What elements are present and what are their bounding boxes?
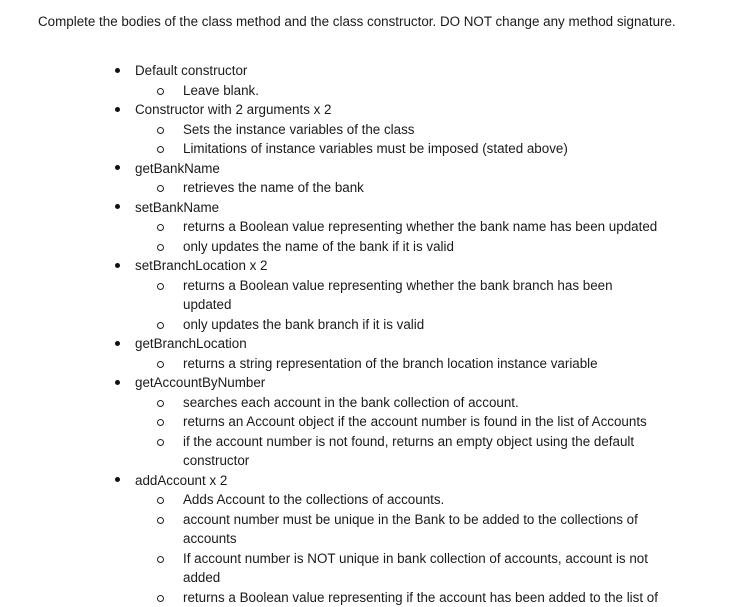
hollow-bullet-icon <box>157 439 164 446</box>
sub-item-text: searches each account in the bank collection of account. <box>183 393 663 413</box>
hollow-bullet-icon <box>157 400 164 407</box>
sub-list-item <box>0 178 746 198</box>
sub-list-item <box>0 217 746 237</box>
hollow-bullet-icon <box>157 127 164 134</box>
sub-list <box>0 354 746 374</box>
requirement-label: addAccount x 2 <box>135 471 227 491</box>
sub-item-text: returns an Account object if the account number is found in the list of Accounts <box>183 412 663 432</box>
sub-list <box>0 178 746 198</box>
sub-list <box>0 393 746 471</box>
hollow-bullet-icon <box>157 322 164 329</box>
requirement-item <box>0 100 746 159</box>
hollow-bullet-icon <box>157 185 164 192</box>
requirement-item <box>0 373 746 471</box>
sub-list <box>0 120 746 159</box>
sub-list-item <box>0 315 746 335</box>
sub-list-item <box>0 354 746 374</box>
bullet-icon <box>112 334 122 354</box>
sub-list-item <box>0 81 746 101</box>
bullet-icon <box>112 61 122 81</box>
sub-list-item <box>0 432 746 471</box>
requirements-list <box>0 61 746 607</box>
hollow-bullet-icon <box>157 283 164 290</box>
sub-item-text: Sets the instance variables of the class <box>183 120 663 140</box>
sub-item-text: only updates the name of the bank if it is valid <box>183 237 663 257</box>
sub-list-item <box>0 120 746 140</box>
hollow-bullet-icon <box>157 88 164 95</box>
sub-item-text: returns a Boolean value representing whether the bank branch has been updated <box>183 276 663 315</box>
bullet-icon <box>112 198 122 218</box>
sub-item-text: retrieves the name of the bank <box>183 178 663 198</box>
sub-item-text: Limitations of instance variables must be imposed (stated above) <box>183 139 663 159</box>
hollow-bullet-icon <box>157 146 164 153</box>
requirement-label: Constructor with 2 arguments x 2 <box>135 100 331 120</box>
requirement-label: Default constructor <box>135 61 247 81</box>
sub-list-item <box>0 510 746 549</box>
requirement-label: getBankName <box>135 159 220 179</box>
sub-item-text: account number must be unique in the Bank to be added to the collections of accounts <box>183 510 663 549</box>
sub-list-item <box>0 139 746 159</box>
sub-list-item <box>0 276 746 315</box>
hollow-bullet-icon <box>157 517 164 524</box>
bullet-icon <box>112 471 122 491</box>
requirement-item <box>0 334 746 373</box>
requirement-label: getAccountByNumber <box>135 373 265 393</box>
sub-item-text: only updates the bank branch if it is valid <box>183 315 663 335</box>
sub-list-item <box>0 412 746 432</box>
requirement-item <box>0 61 746 100</box>
bullet-icon <box>112 373 122 393</box>
sub-list <box>0 217 746 256</box>
hollow-bullet-icon <box>157 419 164 426</box>
intro-paragraph: Complete the bodies of the class method and the class constructor. DO NOT change any method signature. <box>38 12 678 32</box>
sub-list <box>0 490 746 607</box>
bullet-icon <box>112 159 122 179</box>
sub-list-item <box>0 237 746 257</box>
requirement-item <box>0 159 746 198</box>
hollow-bullet-icon <box>157 224 164 231</box>
requirement-item <box>0 471 746 607</box>
requirement-label: getBranchLocation <box>135 334 247 354</box>
sub-item-text: Adds Account to the collections of accounts. <box>183 490 663 510</box>
sub-list-item <box>0 490 746 510</box>
sub-list <box>0 81 746 101</box>
sub-item-text: if the account number is not found, returns an empty object using the default constructor <box>183 432 663 471</box>
sub-list-item <box>0 549 746 588</box>
hollow-bullet-icon <box>157 556 164 563</box>
sub-list-item <box>0 393 746 413</box>
requirement-item <box>0 198 746 257</box>
sub-item-text: Leave blank. <box>183 81 663 101</box>
requirement-label: setBranchLocation x 2 <box>135 256 268 276</box>
hollow-bullet-icon <box>157 497 164 504</box>
bullet-icon <box>112 256 122 276</box>
sub-item-text: returns a Boolean value representing whether the bank name has been updated <box>183 217 663 237</box>
hollow-bullet-icon <box>157 361 164 368</box>
requirement-label: setBankName <box>135 198 219 218</box>
bullet-icon <box>112 100 122 120</box>
requirement-item <box>0 256 746 334</box>
sub-item-text: returns a Boolean value representing if the account has been added to the list of <box>183 588 663 607</box>
sub-item-text: returns a string representation of the branch location instance variable <box>183 354 663 374</box>
hollow-bullet-icon <box>157 244 164 251</box>
sub-list <box>0 276 746 335</box>
sub-item-text: If account number is NOT unique in bank collection of accounts, account is not added <box>183 549 663 588</box>
sub-list-item <box>0 588 746 607</box>
